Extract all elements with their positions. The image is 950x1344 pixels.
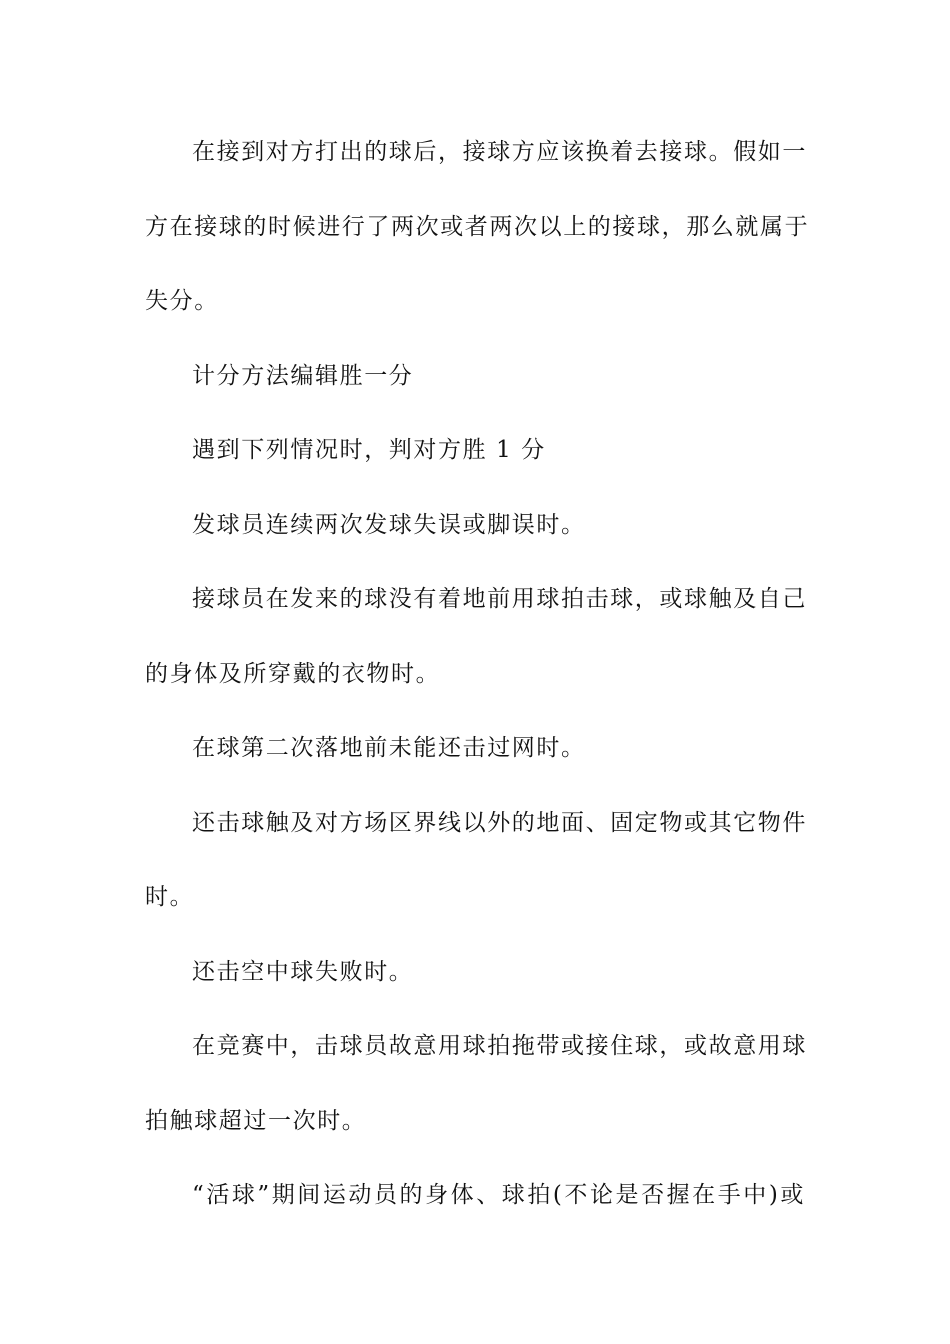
text-line: 在球第二次落地前未能还击过网时。 (192, 735, 586, 761)
text-line: 时。 (145, 884, 195, 910)
text-line: 在竞赛中，击球员故意用球拍拖带或接住球，或故意用球 (192, 1033, 807, 1059)
text-line: 发球员连续两次发球失误或脚误时。 (192, 511, 586, 538)
document-body (145, 130, 810, 1248)
text-line: 接球员在发来的球没有着地前用球拍击球，或球触及自己 (192, 586, 807, 612)
text-line: 方在接球的时候进行了两次或者两次以上的接球，那么就属于 (145, 213, 810, 240)
text-line: 拍触球超过一次时。 (145, 1107, 367, 1134)
text-line: 遇到下列情况时，判对方胜 1 分 (192, 437, 546, 463)
text-line: 还击空中球失败时。 (192, 958, 414, 985)
text-line: 计分方法编辑胜一分 (192, 362, 414, 389)
text-line: 在接到对方打出的球后，接球方应该换着去接球。假如一 (192, 139, 807, 165)
text-line: 还击球触及对方场区界线以外的地面、固定物或其它物件 (192, 809, 807, 836)
text-line: 失分。 (145, 288, 219, 314)
text-line: “活球”期间运动员的身体、球拍(不论是否握在手中)或 (192, 1182, 805, 1208)
text-line: 的身体及所穿戴的衣物时。 (145, 660, 441, 687)
